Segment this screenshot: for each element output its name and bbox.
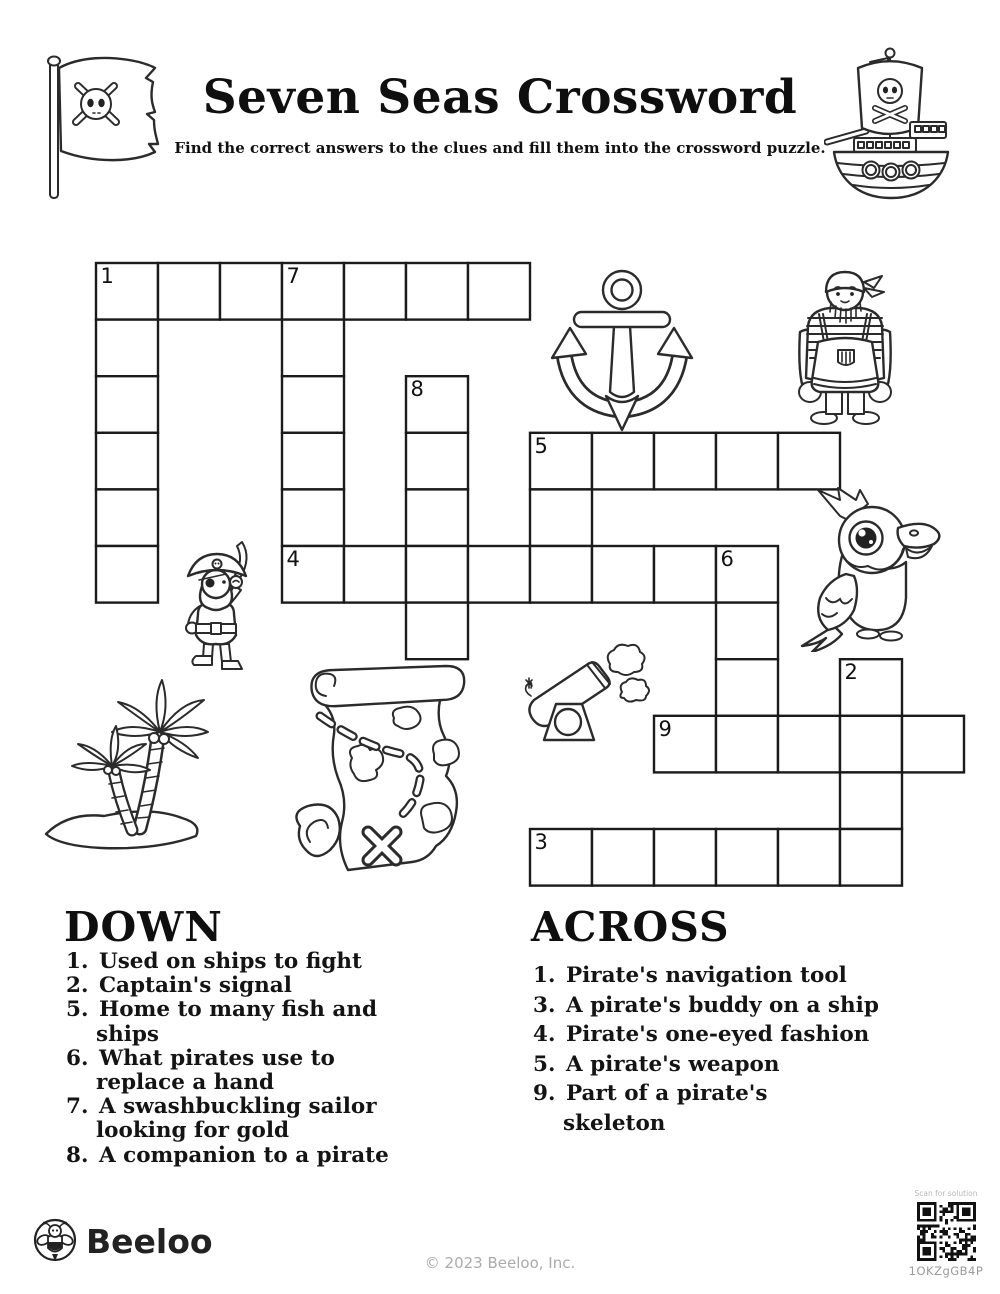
- crossword-cell: [530, 489, 592, 546]
- clue-number: 1.: [533, 963, 556, 988]
- crossword-cell: [716, 659, 778, 716]
- qr-caption: Scan for solution: [914, 1189, 978, 1198]
- cell-number: 5: [534, 433, 548, 458]
- cell-number: 1: [100, 263, 114, 288]
- palm-fronds-icon: [72, 680, 208, 775]
- cell-number: 3: [534, 829, 548, 854]
- clue-item: 1. Pirate's navigation tool: [533, 963, 847, 988]
- qr-code-icon: [917, 1202, 976, 1261]
- crossword-cell: [282, 432, 344, 489]
- copyright-text: © 2023 Beeloo, Inc.: [424, 1254, 576, 1272]
- cell-number: 2: [844, 659, 858, 684]
- crossword-cell: [158, 263, 220, 320]
- page-subtitle: Find the correct answers to the clues and fill them into the crossword puzzle.: [174, 139, 826, 157]
- clue-number: 5.: [533, 1051, 556, 1077]
- crossword-cell: [592, 546, 654, 603]
- crossword-cell: [778, 829, 840, 886]
- cell-number: 6: [720, 546, 734, 571]
- clue-number: 5.: [66, 997, 89, 1023]
- cell-number: 4: [286, 546, 300, 571]
- crossword-cell: [406, 602, 468, 659]
- qr-code-id: 1OKZgGB4P: [908, 1264, 984, 1278]
- clue-item: 6. What pirates use to replace a hand: [66, 1045, 335, 1096]
- across-heading: ACROSS: [531, 903, 730, 951]
- crossword-cell: [716, 432, 778, 489]
- crossword-cell: [716, 602, 778, 659]
- cell-number: 7: [286, 263, 300, 288]
- crossword-cell: [840, 715, 902, 772]
- crossword-cell: [902, 715, 964, 772]
- crossword-cell: [530, 546, 592, 603]
- cell-number: 9: [658, 716, 672, 741]
- clue-number: 2.: [66, 973, 89, 999]
- pirate-ship-icon: [824, 46, 958, 206]
- crossword-cell: [468, 546, 530, 603]
- crossword-cell: [282, 489, 344, 546]
- clue-item: 7. A swashbuckling sailor looking for gold: [66, 1094, 377, 1144]
- crossword-cell: [282, 376, 344, 433]
- parrot-icon: [788, 486, 948, 652]
- crossword-cell: [344, 546, 406, 603]
- down-clues-list: [66, 950, 426, 1168]
- anchor-icon: [546, 266, 698, 434]
- clue-item: 4. Pirate's one-eyed fashion: [533, 1022, 870, 1048]
- clue-number: 3.: [533, 992, 556, 1018]
- clue-number: 9.: [533, 1081, 556, 1107]
- brand-wordmark: Beeloo: [86, 1222, 213, 1261]
- clue-item: 8. A companion to a pirate: [66, 1142, 389, 1168]
- crossword-cell: [716, 829, 778, 886]
- down-heading: DOWN: [64, 903, 223, 951]
- crossword-cell: [406, 546, 468, 603]
- crossword-cell: [96, 319, 158, 376]
- crossword-cell: [592, 432, 654, 489]
- clue-item: 5. Home to many fish and ships: [66, 997, 377, 1047]
- crossword-cell: [96, 376, 158, 433]
- crossword-cell: [406, 432, 468, 489]
- across-clues-list: [533, 961, 953, 1139]
- clue-number: 1.: [66, 949, 89, 974]
- crossword-cell: [96, 432, 158, 489]
- crossword-cell: [778, 715, 840, 772]
- crossword-cell: [778, 432, 840, 489]
- cannon-icon: [518, 642, 654, 746]
- crossword-cell: [344, 263, 406, 320]
- pirate-flag-icon: [34, 52, 186, 204]
- crossword-cell: [840, 829, 902, 886]
- crossword-cell: [96, 546, 158, 603]
- skull-crossbones-icon: [76, 86, 116, 122]
- crossword-cell: [654, 432, 716, 489]
- pirate-captain-icon: [166, 540, 268, 670]
- crossword-cell: [406, 489, 468, 546]
- crossword-cell: [282, 319, 344, 376]
- treasure-map-icon: [282, 662, 484, 886]
- crossword-cell: [220, 263, 282, 320]
- clue-item: 1. Used on ships to fight: [66, 949, 362, 974]
- clue-number: 4.: [533, 1022, 556, 1048]
- clue-item: 3. A pirate's buddy on a ship: [533, 992, 879, 1018]
- sailor-pirate-icon: [786, 266, 904, 428]
- clue-number: 6.: [66, 1045, 89, 1071]
- crossword-cell: [96, 489, 158, 546]
- crossword-cell: [468, 263, 530, 320]
- crossword-cell: [654, 829, 716, 886]
- clue-item: 2. Captain's signal: [66, 973, 292, 999]
- palm-island-icon: [40, 666, 214, 860]
- crossword-cell: [840, 772, 902, 829]
- crossword-cell: [406, 263, 468, 320]
- clue-number: 7.: [66, 1094, 89, 1120]
- crossword-cell: [592, 829, 654, 886]
- cell-number: 8: [410, 376, 424, 401]
- qr-block: [902, 1189, 990, 1278]
- page-title: Seven Seas Crossword: [202, 70, 798, 125]
- clue-number: 8.: [66, 1142, 89, 1168]
- clue-item: 9. Part of a pirate's skeleton: [533, 1081, 768, 1136]
- clue-item: 5. A pirate's weapon: [533, 1051, 780, 1077]
- crossword-cell: [654, 546, 716, 603]
- crossword-cell: [716, 715, 778, 772]
